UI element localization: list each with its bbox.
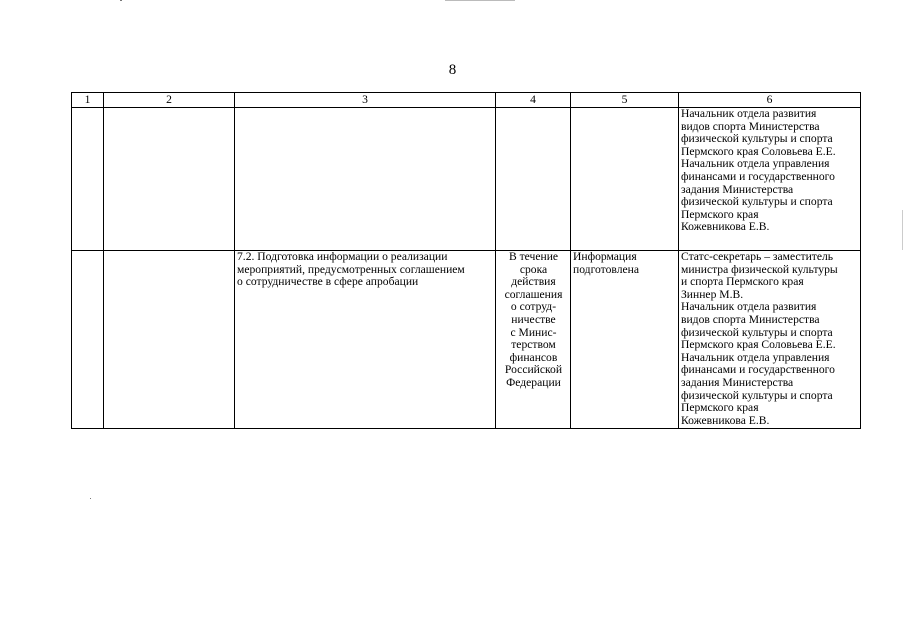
column-header-6: 6 bbox=[679, 93, 861, 108]
scan-speck bbox=[90, 498, 91, 499]
column-header-3: 3 bbox=[235, 93, 496, 108]
cell-deadline bbox=[496, 108, 571, 251]
column-header-1: 1 bbox=[72, 93, 104, 108]
cell-deadline: В течение срока действия соглашения о сотруд- ничестве с Минис- терством финансов Российской Федерации bbox=[496, 251, 571, 429]
column-header-4: 4 bbox=[496, 93, 571, 108]
cell-number bbox=[72, 108, 104, 251]
scan-speck bbox=[120, 0, 122, 1]
plan-table bbox=[71, 92, 861, 429]
cell-number bbox=[72, 251, 104, 429]
table-row bbox=[72, 108, 861, 251]
column-header-2: 2 bbox=[104, 93, 235, 108]
scan-speck bbox=[902, 210, 903, 250]
page-number: 8 bbox=[448, 62, 457, 78]
cell-responsible: Статс-секретарь – заместитель министра физической культуры и спорта Пермского края Зиннер М.В. Начальник отдела развития видов спорта Министерства физической культуры и спорта Пермского края Соловьева Е.Е. Начальник отдела управления финансами и государственного задания Министерства физической культуры и спорта Пермского края Кожевникова Е.В. bbox=[679, 251, 861, 429]
table-header-row bbox=[72, 93, 861, 108]
cell-activity bbox=[235, 108, 496, 251]
column-header-5: 5 bbox=[571, 93, 679, 108]
scan-speck bbox=[445, 0, 515, 1]
cell-activity: 7.2. Подготовка информации о реализации мероприятий, предусмотренных соглашением о сотрудничестве в сфере апробации bbox=[235, 251, 496, 429]
cell-task bbox=[104, 108, 235, 251]
cell-result: Информация подготовлена bbox=[571, 251, 679, 429]
cell-result bbox=[571, 108, 679, 251]
cell-task bbox=[104, 251, 235, 429]
table-row bbox=[72, 251, 861, 429]
cell-responsible: Начальник отдела развития видов спорта Министерства физической культуры и спорта Пермского края Соловьева Е.Е. Начальник отдела управления финансами и государственного задания Министерства физической культуры и спорта Пермского края Кожевникова Е.В. bbox=[679, 108, 861, 251]
